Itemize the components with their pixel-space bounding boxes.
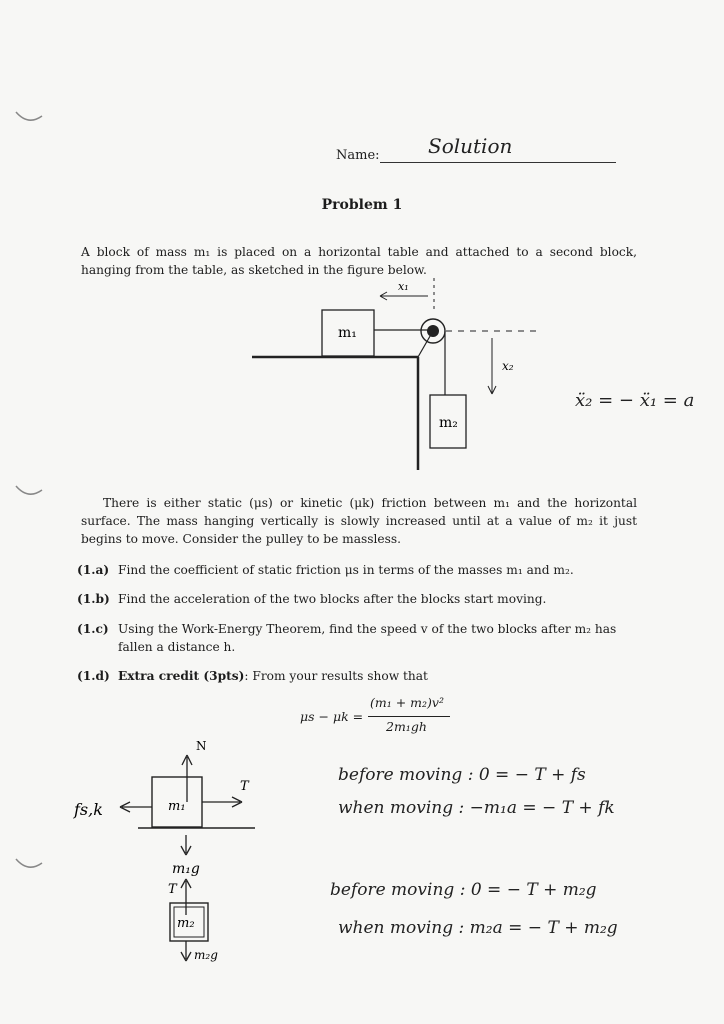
equation-numerator: (m₁ + m₂)v² — [370, 695, 444, 710]
punch-mark-bottom — [14, 855, 44, 875]
equation-fraction-bar — [368, 716, 450, 717]
part-1b — [77, 590, 637, 608]
part-1a — [77, 561, 637, 579]
display-equation — [300, 695, 460, 739]
constraint-equation: ẍ₂ = − ẍ₁ = a — [575, 390, 695, 411]
free-body-diagram-m1 — [60, 735, 270, 880]
name-underline — [380, 162, 616, 163]
problem-intro: A block of mass m₁ is placed on a horizontal table and attached to a second block, hanging from the table, as sketched in the figure below. — [81, 245, 637, 277]
name-value: Solution — [428, 134, 513, 158]
block-m1-label: m₁ — [338, 325, 357, 341]
fbd1-normal-label: N — [196, 739, 207, 753]
part-1c-label: (1.c) — [77, 622, 109, 636]
eq-m2-before-moving: before moving : 0 = − T + m₂g — [330, 880, 597, 900]
name-row — [336, 134, 616, 164]
fbd2-tension-label: T — [168, 882, 177, 897]
block-m2-label: m₂ — [439, 415, 458, 431]
part-1b-text: Find the acceleration of the two blocks after the blocks start moving. — [118, 592, 547, 606]
equation-denominator: 2m₁gh — [386, 719, 427, 734]
x1-label: x₁ — [398, 280, 409, 293]
part-1d-label: (1.d) — [77, 669, 110, 683]
part-1c-text: Using the Work-Energy Theorem, find the speed v of the two blocks after m₂ has fallen a distance h. — [118, 622, 617, 654]
pulley-bracket — [418, 331, 433, 357]
equation-lhs: μs − μk = — [300, 709, 364, 724]
problem-setup: There is either static (μs) or kinetic (μk) friction between m₁ and the horizontal surface. The mass hanging vertically is slowly increased until at a value of m₂ it just begins to move. Consider the pulley to be massless. — [81, 496, 637, 546]
eq-m1-before-moving: before moving : 0 = − T + fs — [338, 765, 586, 785]
pulley-figure — [240, 270, 700, 480]
free-body-diagram-m2 — [150, 875, 260, 965]
part-1c — [77, 620, 637, 656]
name-label: Name: — [336, 148, 380, 163]
x2-label: x₂ — [502, 359, 514, 373]
part-1d-text: : From your results show that — [244, 669, 428, 683]
part-1a-text: Find the coefficient of static friction μs in terms of the masses m₁ and m₂. — [118, 563, 574, 577]
fbd2-weight-label: m₂g — [194, 948, 218, 962]
part-1d-bold: Extra credit (3pts) — [118, 669, 245, 683]
eq-m2-when-moving: when moving : m₂a = − T + m₂g — [338, 918, 618, 938]
fbd1-friction-label: fs,k — [74, 800, 103, 819]
part-1b-label: (1.b) — [77, 592, 110, 606]
problem-title: Problem 1 — [321, 197, 403, 213]
fbd1-mass-label: m₁ — [168, 799, 186, 814]
part-1a-label: (1.a) — [77, 563, 110, 577]
fbd1-tension-label: T — [240, 779, 249, 794]
part-1d — [77, 667, 637, 685]
eq-m1-when-moving: when moving : −m₁a = − T + fk — [338, 798, 615, 818]
fbd2-mass-label: m₂ — [177, 916, 195, 931]
punch-mark-middle — [14, 482, 44, 502]
fbd1-weight-label: m₁g — [172, 861, 200, 877]
punch-mark-top — [14, 108, 44, 128]
